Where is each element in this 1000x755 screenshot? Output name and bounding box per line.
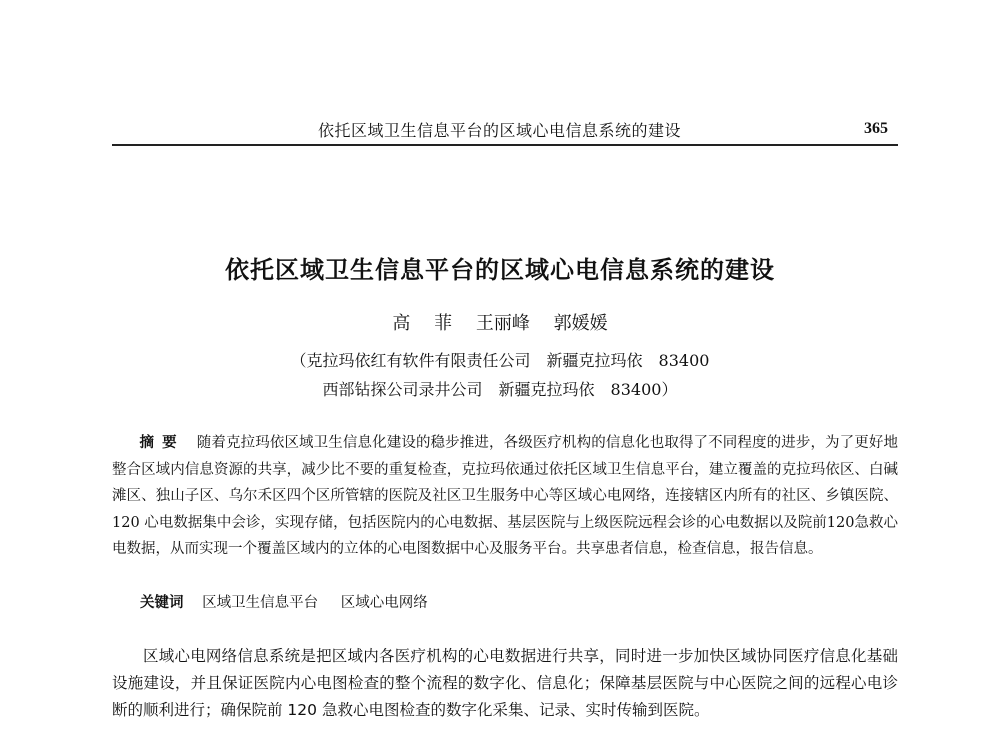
authors: 高 菲 王丽峰 郭媛媛: [392, 313, 608, 334]
running-header: [112, 118, 898, 146]
abstract-text: 随着克拉玛依区域卫生信息化建设的稳步推进，各级医疗机构的信息化也取得了不同程度的进步，为了更好地整合区域内信息资源的共享，减少比不要的重复检查，克拉玛依通过依托区域卫生信息平台，建立覆盖的克拉玛依区、白碱滩区、独山子区、乌尔禾区四个区所管辖的医院及社区卫生服务中心等区域心电网络，连接辖区内所有的社区、乡镇医院、120 心电数据集中会诊，实现存储，包括医院内的心电数据、基层医院与上级医院远程会诊的心电数据以及院前120急救心电数据，从而实现一个覆盖区域内的立体的心电图数据中心及服务平台。共享患者信息，检查信息，报告信息。: [112, 435, 899, 557]
abstract-label: 摘要: [139, 435, 185, 451]
abstract: [112, 430, 898, 563]
keyword: 区域心电网络: [340, 595, 428, 611]
body-paragraph: 区域心电网络信息系统是把区域内各医疗机构的心电数据进行共享，同时进一步加快区域协同医疗信息化基础设施建设，并且保证医院内心电图检查的整个流程的数字化、信息化；保障基层医院与中心医院之间的远程心电诊断的顺利进行；确保院前 120 急救心电图检查的数字化采集、记录、实时传输到医院。: [112, 647, 898, 719]
running-title: 依托区域卫生信息平台的区域心电信息系统的建设: [318, 121, 682, 140]
affiliation-line-2: 西部钻探公司录井公司 新疆克拉玛依 83400）: [322, 380, 678, 399]
page-number: 365: [864, 120, 888, 137]
keywords-label: 关键词: [140, 595, 184, 611]
affiliation-line-1: （克拉玛依红有软件有限责任公司 新疆克拉玛依 83400: [290, 351, 710, 370]
keyword: 区域卫生信息平台: [202, 595, 319, 611]
keywords: [140, 591, 446, 612]
article-title: 依托区域卫生信息平台的区域心电信息系统的建设: [225, 256, 775, 284]
